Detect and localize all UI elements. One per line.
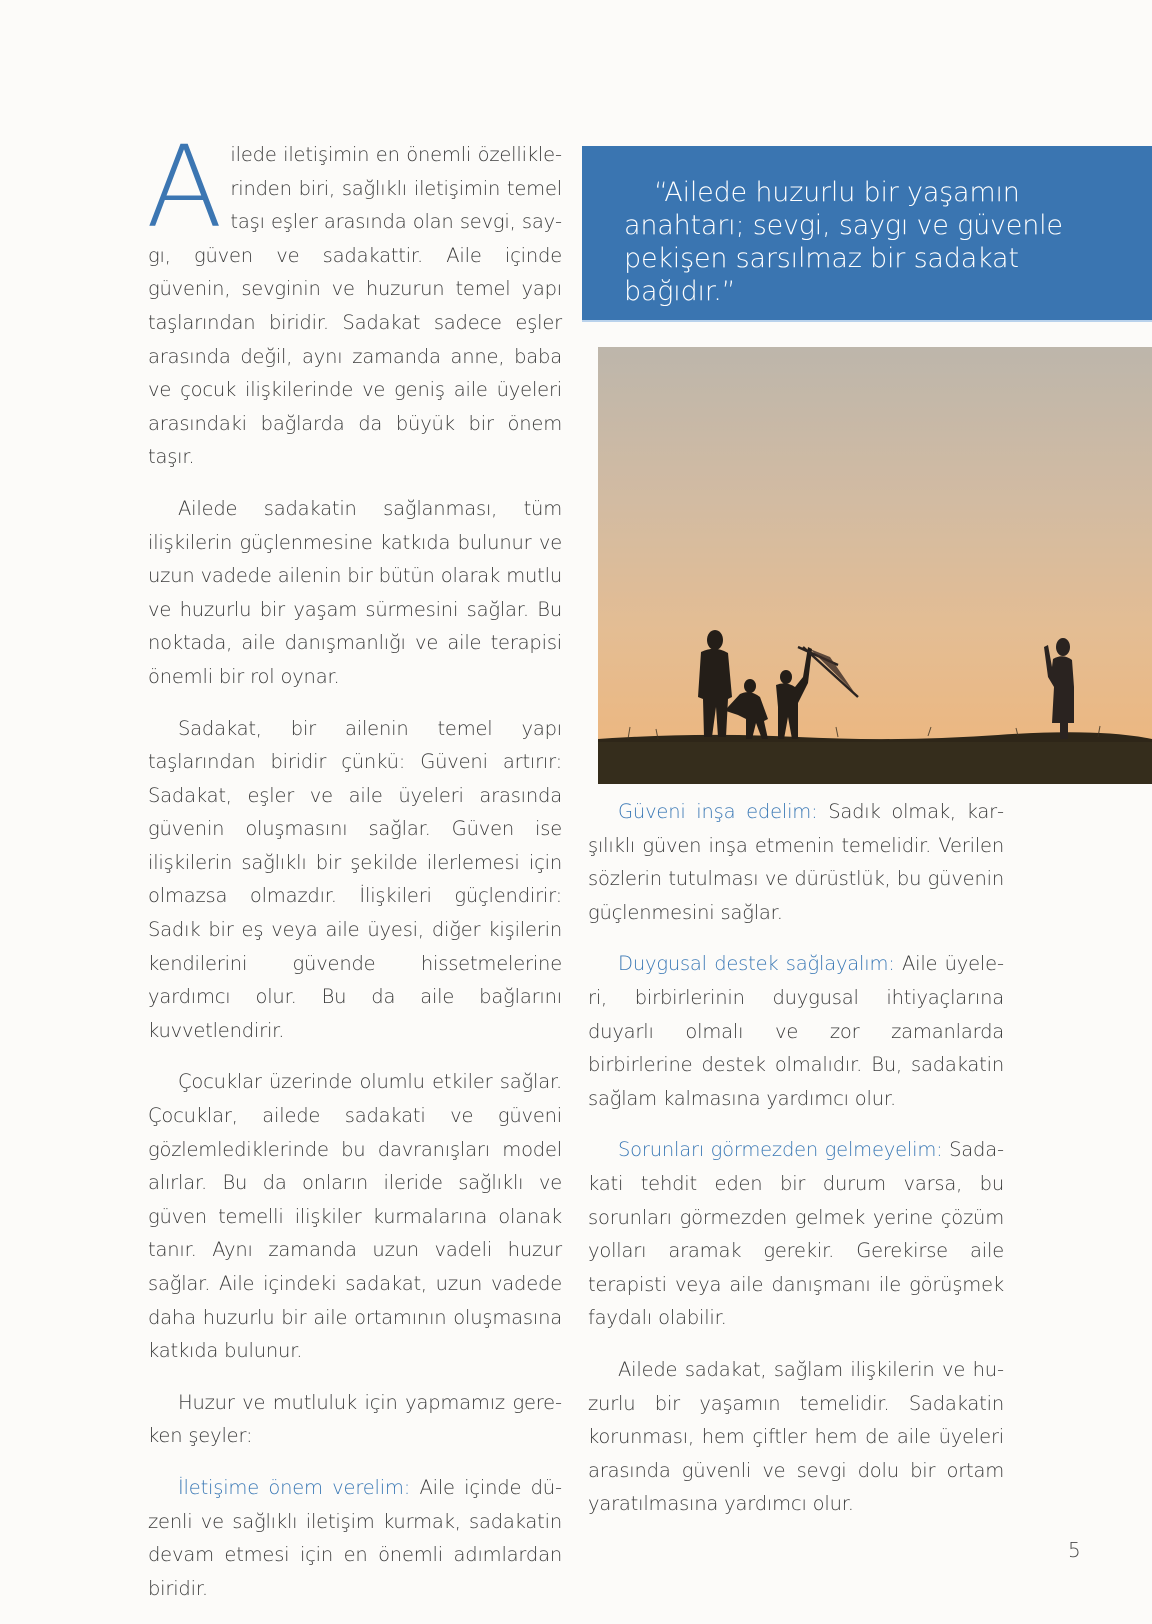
paragraph-loyalty-reasons: Sadakat, bir ailenin temel yapı taşlarından biridir çünkü: Güveni artırır: Sadakat, eşler ve aile üyeleri arasında güvenin oluşmasını sağlar. Güven ise ilişkilerin sağlıklı bir şekilde ilerlemesi için olmazsa olmazdır. İlişkileri güçlendirir: Sadık bir eş veya aile üyesi, diğer kişilerin kendilerini güvende hissetmelerine yardımcı olur. Bu da aile bağlarını kuvvetlendirir.: [148, 716, 562, 1042]
tip-body: Aile içinde düzenli ve sağlıklı iletişim kurmak, sadakatin devam etmesi için en önemli adımlardan biridir.: [148, 1475, 563, 1600]
tip-emotional-support: [588, 947, 1004, 1115]
right-column: [588, 795, 1004, 1539]
pull-quote-box: [582, 146, 1152, 322]
tip-body: Sadakati tehdit eden bir durum varsa, bu sorunları görmezden gelmek yerine çözüm yolları aramak gerekir. Gerekirse aile terapisti veya aile danışmanı ile görüşmek faydalı olabilir.: [588, 1138, 1004, 1330]
tip-heading: Duygusal destek sağlayalım:: [618, 952, 895, 976]
tip-heading: İletişime önem verelim:: [178, 1475, 411, 1499]
closing-paragraph: Ailede sadakat, sağlam ilişkilerin ve huzurlu bir yaşamın temelidir. Sadakatin korunması, hem çiftler hem de aile üyeleri arasında güvenli ve sevgi dolu bir ortam yaratılmasına yardımcı olur.: [588, 1357, 1004, 1516]
left-column: [146, 123, 563, 1623]
page-number: 5: [1068, 1538, 1081, 1562]
tip-trust: [588, 795, 1004, 929]
intro-text: ilede iletişimin en önemli özelliklerinden biri, sağlıklı iletişimin temel taşı eşler arasında olan sevgi, saygı, güven ve sadakattir. Aile içinde güvenin, sevginin ve huzurun temel yapı taşlarından biridir. Sadakat sadece eşler arasında değil, aynı zamanda anne, baba ve çocuk ilişkilerinde ve geniş aile üyeleri arasındaki bağlarda da büyük bir önem taşır.: [148, 143, 562, 469]
tip-heading: Sorunları görmezden gelmeyelim:: [618, 1138, 943, 1162]
paragraph-family-loyalty: Ailede sadakatin sağlanması, tüm ilişkilerin güçlenmesine katkıda bulunur ve uzun vadede ailenin bir bütün olarak mutlu ve huzurlu bir yaşam sürmesini sağlar. Bu noktada, aile danışmanlığı ve aile terapisi önemli bir rol oynar.: [148, 496, 562, 688]
family-sunset-photo: [598, 347, 1152, 784]
intro-paragraph: [146, 123, 562, 474]
pull-quote-text: “Ailede huzurlu bir yaşamın anahtarı; sevgi, saygı ve güvenle pekişen sarsılmaz bir sadakat bağıdır.”: [624, 177, 1063, 307]
drop-cap: A: [146, 123, 223, 253]
tip-problems: [588, 1133, 1004, 1335]
paragraph-children: Çocuklar üzerinde olumlu etkiler sağlar. Çocuklar, ailede sadakati ve güveni gözlemlediklerinde bu davranışları model alırlar. Bu da onların ileride sağlıklı ve güven temelli ilişkiler kurmalarına olanak tanır. Aynı zamanda uzun vadeli huzur sağlar. Aile içindeki sadakat, uzun vadede daha huzurlu bir aile ortamının oluşmasına katkıda bulunur.: [148, 1070, 562, 1363]
paragraph-things-to-do: Huzur ve mutluluk için yapmamız gereken şeyler:: [148, 1390, 562, 1448]
tip-heading: Güveni inşa edelim:: [618, 800, 818, 823]
tip-body: Aile üyeleri, birbirlerinin duygusal ihtiyaçlarına duyarlı olmalı ve zor zamanlarda birbirlerine destek olmalıdır. Bu, sadakatin sağlam kalmasına yardımcı olur.: [588, 952, 1004, 1110]
tip-body: Sadık olmak, karşılıklı güven inşa etmenin temelidir. Verilen sözlerin tutulması ve dürüstlük, bu güvenin güçlenmesini sağlar.: [588, 800, 1004, 924]
tip-communication: [148, 1471, 562, 1605]
family-silhouette-icon: [598, 347, 1152, 784]
